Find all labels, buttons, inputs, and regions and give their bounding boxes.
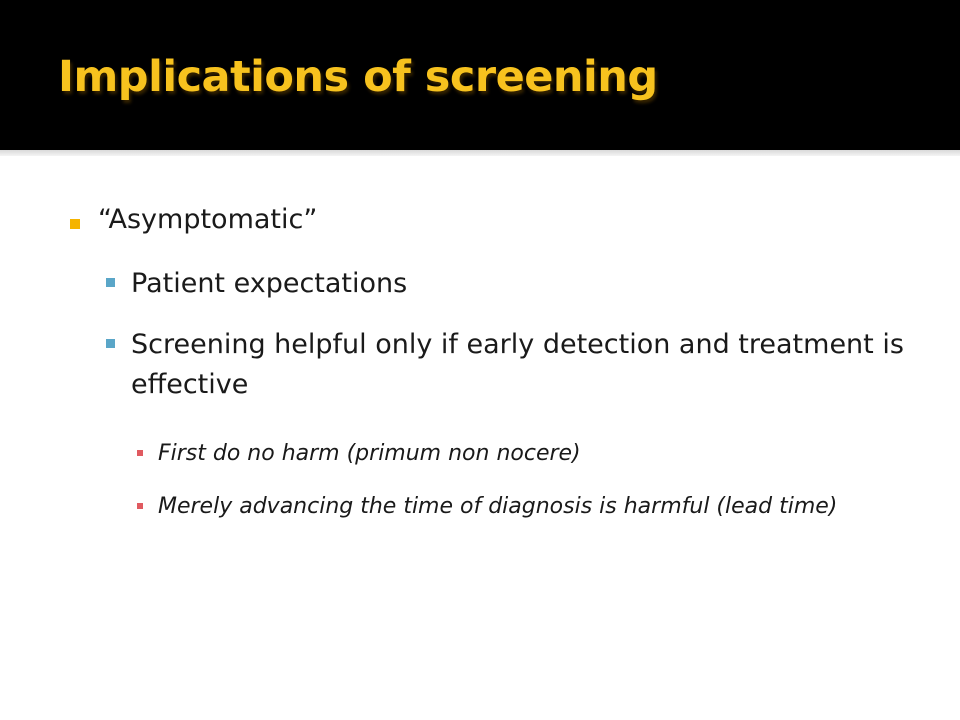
bullet-item-screening-helpful <box>131 325 921 405</box>
small-square-bullet-icon <box>137 503 143 509</box>
square-bullet-icon <box>106 339 115 348</box>
square-bullet-icon <box>106 278 115 287</box>
bullet-text: “Asymptomatic” <box>98 204 318 235</box>
bullet-item-asymptomatic <box>98 204 317 235</box>
slide-title: Implications of screening <box>58 52 658 102</box>
bullet-item-patient-expectations <box>131 264 921 304</box>
bullet-text: Merely advancing the time of diagnosis is harmful (lead time) <box>158 494 838 519</box>
bullet-text: Patient expectations <box>131 268 408 299</box>
bullet-text: First do no harm (primum non nocere) <box>158 441 581 466</box>
bullet-item-first-do-no-harm <box>158 436 918 471</box>
small-square-bullet-icon <box>137 450 143 456</box>
bullet-item-lead-time <box>158 489 918 524</box>
square-bullet-icon <box>70 219 80 229</box>
bullet-text: Screening helpful only if early detection and treatment is effective <box>131 329 904 400</box>
